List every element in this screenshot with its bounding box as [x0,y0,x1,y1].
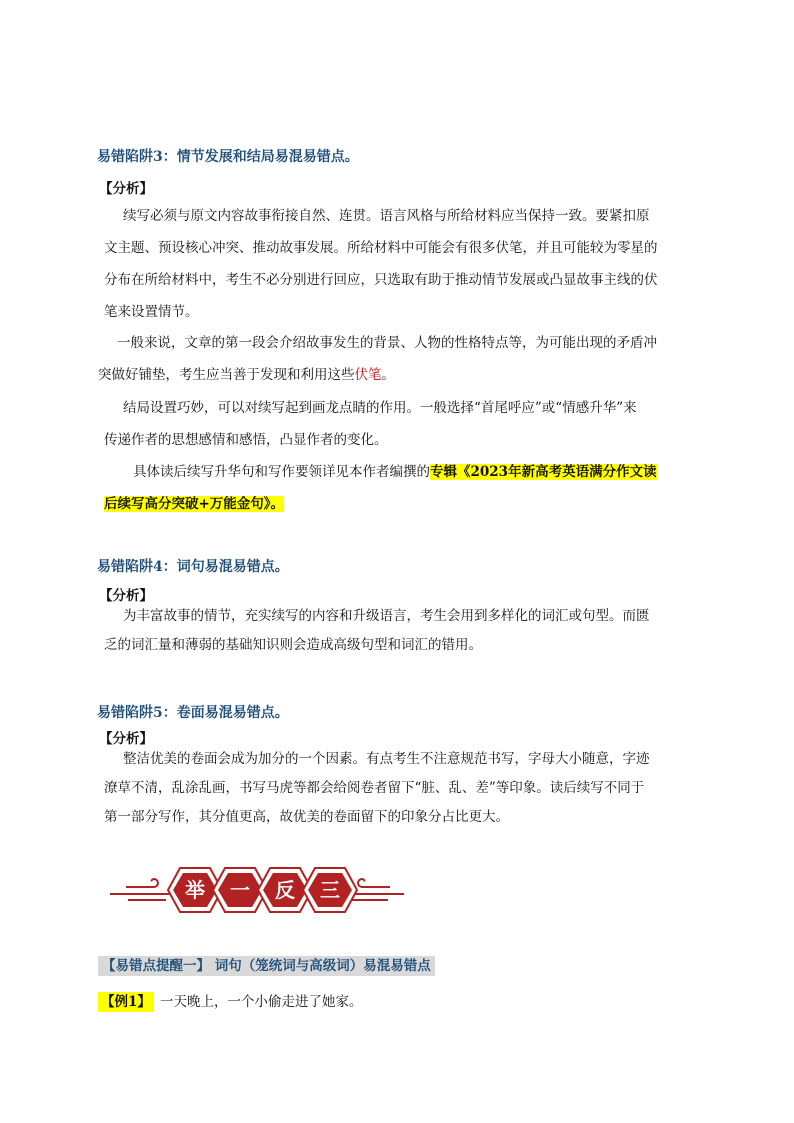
banner-char: 反 [275,878,295,902]
text-line: 为丰富故事的情节，充实续写的内容和升级语言，考生会用到多样化的词汇或句型。而匮 [123,608,650,624]
trap3-paragraph-1 [104,200,684,328]
text-line: 文主题、预设核心冲突、推动故事发展。所给材料中可能会有很多伏笔，并且可能较为零星的 [104,240,658,256]
text-segment: 。 [381,367,395,383]
text-line: 一般来说，文章的第一段会介绍故事发生的背景、人物的性格特点等，为可能出现的矛盾冲 [117,335,657,351]
text-line: 续写必须与原文内容故事衔接自然、连贯。语言风格与所给材料应当保持一致。要紧扣原 [123,208,650,224]
text-line: 乏的词汇量和薄弱的基础知识则会造成高级句型和词汇的错用。 [104,637,482,653]
text-line: 分布在所给材料中，考生不必分别进行回应，只选取有助于推动情节发展或凸显故事主线的伏 [104,272,658,288]
trap5-heading: 易错陷阱5：卷面易混易错点。 [97,705,289,721]
banner-char: 举 [185,878,205,902]
banner-char: 一 [230,878,250,902]
text-line: 第一部分写作，其分值更高，故优美的卷面留下的印象分占比更大。 [104,809,509,825]
text-line: 潦草不清，乱涂乱画，书写马虎等都会给阅卷者留下“脏、乱、差”等印象。读后续写不同于 [104,780,645,796]
text-line: 笔来设置情节。 [104,304,199,320]
example-text: 一天晚上，一个小偷走进了她家。 [160,994,363,1010]
text-line: 整洁优美的卷面会成为加分的一个因素。有点考生不注意规范书写，字母大小随意，字迹 [123,751,650,767]
highlighted-book-link[interactable]: 后续写高分突破+万能金句》。 [104,496,285,512]
trap5-paragraph [104,745,684,832]
trap3-paragraph-3 [104,392,684,456]
text-segment: 具体读后续写升华句和写作要领详见本作者编撰的 [133,464,430,480]
trap3-paragraph-4 [104,456,684,520]
example-tag: 【例1】 [98,992,154,1012]
trap3-analysis-label: 【分析】 [99,181,153,197]
highlight-foreshadowing: 伏笔 [354,367,382,383]
banner-char: 三 [320,878,340,902]
trap4-paragraph [104,602,684,660]
highlighted-book-link[interactable]: 专辑《2023年新高考英语满分作文读 [430,464,657,480]
trap5-analysis-label: 【分析】 [99,731,153,747]
trap4-heading: 易错陷阱4：词句易混易错点。 [97,559,289,575]
text-segment: 突做好铺垫，考生应当善于发现和利用这些 [98,367,355,383]
trap4-analysis-label: 【分析】 [99,588,153,604]
trap3-heading: 易错陷阱3：情节发展和结局易混易错点。 [97,149,359,165]
left-swirl-decoration [110,879,170,900]
text-line: 传递作者的思想感情和感悟，凸显作者的变化。 [104,432,388,448]
tip-heading-bar: 【易错点提醒一】 词句（笼统词与高级词）易混易错点 [98,956,435,976]
text-line: 结局设置巧妙，可以对续写起到画龙点睛的作用。一般选择“首尾呼应”或“情感升华”来 [123,400,637,416]
banner-graphic [108,862,408,918]
trap3-paragraph-2 [98,327,678,391]
